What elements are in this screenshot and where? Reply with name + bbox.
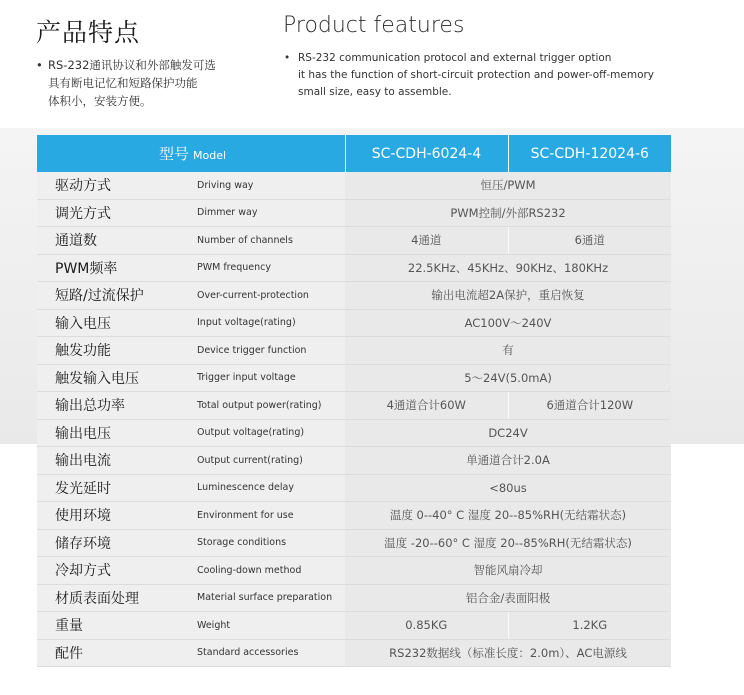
- spec-value: 0.85KG: [345, 612, 508, 640]
- spec-value: PWM控制/外部RS232: [345, 199, 671, 227]
- feature-cn-item: • RS-232通讯协议和外部触发可选: [36, 56, 216, 74]
- feature-cn-item: 体积小，安装方便。: [48, 94, 152, 108]
- spec-name-cn: 短路/过流保护: [37, 282, 194, 310]
- spec-table-body: [37, 172, 671, 667]
- spec-name-en: Standard accessories: [194, 639, 345, 667]
- spec-value: 22.5KHz、45KHz、90KHz、180KHz: [345, 254, 671, 282]
- spec-name-en: Environment for use: [194, 502, 345, 530]
- table-row: [37, 172, 671, 199]
- table-row: [37, 337, 671, 365]
- table-row: [37, 502, 671, 530]
- spec-value: 1.2KG: [508, 612, 671, 640]
- spec-name-en: Output current(rating): [194, 447, 345, 475]
- spec-name-cn: 通道数: [37, 227, 194, 255]
- table-row: [37, 639, 671, 667]
- spec-name-en: Number of channels: [194, 227, 345, 255]
- table-row: [37, 364, 671, 392]
- table-row: [37, 447, 671, 475]
- table-row: [37, 254, 671, 282]
- table-row: [37, 309, 671, 337]
- spec-value: 恒压/PWM: [345, 172, 671, 199]
- spec-table: [37, 135, 671, 667]
- spec-value: 温度 -20--60° C 湿度 20--85%RH(无结霜状态): [345, 529, 671, 557]
- model-label-cell: [37, 135, 345, 172]
- spec-value: 单通道合计2.0A: [345, 447, 671, 475]
- spec-name-cn: 触发功能: [37, 337, 194, 365]
- model-name-2: SC-CDH-12024-6: [508, 135, 671, 172]
- spec-name-en: Device trigger function: [194, 337, 345, 365]
- spec-name-cn: 配件: [37, 639, 194, 667]
- spec-name-cn: PWM频率: [37, 254, 194, 282]
- spec-value: 5～24V(5.0mA): [345, 364, 671, 392]
- features-list-en: [283, 50, 654, 101]
- spec-name-cn: 输入电压: [37, 309, 194, 337]
- table-row: [37, 227, 671, 255]
- table-row: [37, 419, 671, 447]
- table-row: [37, 199, 671, 227]
- spec-name-cn: 输出电流: [37, 447, 194, 475]
- feature-cn-item: 具有断电记忆和短路保护功能: [48, 76, 198, 90]
- table-row: [37, 282, 671, 310]
- spec-value: 6通道合计120W: [508, 392, 671, 420]
- features-list-cn: [36, 56, 216, 110]
- table-row: [37, 529, 671, 557]
- spec-table-header: [37, 135, 671, 172]
- spec-name-en: Driving way: [194, 172, 345, 199]
- table-row: [37, 392, 671, 420]
- spec-value: AC100V～240V: [345, 309, 671, 337]
- spec-value: 4通道: [345, 227, 508, 255]
- table-row: [37, 474, 671, 502]
- table-row: [37, 557, 671, 585]
- spec-value: 有: [345, 337, 671, 365]
- spec-value: 智能风扇冷却: [345, 557, 671, 585]
- spec-name-cn: 材质表面处理: [37, 584, 194, 612]
- spec-name-cn: 重量: [37, 612, 194, 640]
- spec-value: RS232数据线（标准长度：2.0m）、AC电源线: [345, 639, 671, 667]
- feature-en-item: small size, easy to assemble.: [298, 86, 452, 98]
- spec-name-cn: 调光方式: [37, 199, 194, 227]
- spec-name-en: Weight: [194, 612, 345, 640]
- spec-name-en: PWM frequency: [194, 254, 345, 282]
- model-label-en: Model: [193, 149, 227, 162]
- spec-name-en: Over-current-protection: [194, 282, 345, 310]
- spec-name-cn: 储存环境: [37, 529, 194, 557]
- table-row: [37, 612, 671, 640]
- spec-name-en: Storage conditions: [194, 529, 345, 557]
- spec-value: DC24V: [345, 419, 671, 447]
- spec-name-cn: 使用环境: [37, 502, 194, 530]
- spec-name-cn: 冷却方式: [37, 557, 194, 585]
- table-row: [37, 584, 671, 612]
- model-label-cn: 型号: [159, 145, 190, 163]
- spec-name-en: Trigger input voltage: [194, 364, 345, 392]
- spec-value: 输出电流超2A保护，重启恢复: [345, 282, 671, 310]
- spec-value: 铝合金/表面阳极: [345, 584, 671, 612]
- spec-name-cn: 触发输入电压: [37, 364, 194, 392]
- spec-name-cn: 输出总功率: [37, 392, 194, 420]
- spec-name-en: Input voltage(rating): [194, 309, 345, 337]
- spec-name-en: Material surface preparation: [194, 584, 345, 612]
- spec-value: <80us: [345, 474, 671, 502]
- model-name-1: SC-CDH-6024-4: [345, 135, 508, 172]
- spec-name-en: Total output power(rating): [194, 392, 345, 420]
- spec-name-en: Dimmer way: [194, 199, 345, 227]
- page-title-cn: 产品特点: [36, 18, 141, 47]
- spec-name-cn: 驱动方式: [37, 172, 194, 199]
- spec-name-en: Output voltage(rating): [194, 419, 345, 447]
- spec-name-cn: 输出电压: [37, 419, 194, 447]
- spec-name-en: Luminescence delay: [194, 474, 345, 502]
- spec-value: 温度 0--40° C 湿度 20--85%RH(无结霜状态): [345, 502, 671, 530]
- spec-value: 4通道合计60W: [345, 392, 508, 420]
- spec-name-en: Cooling-down method: [194, 557, 345, 585]
- feature-en-item: it has the function of short-circuit protection and power-off-memory: [298, 69, 655, 81]
- page-title-en: Product features: [283, 13, 465, 38]
- feature-en-item: • RS-232 communication protocol and external trigger option: [283, 50, 654, 67]
- spec-name-cn: 发光延时: [37, 474, 194, 502]
- spec-value: 6通道: [508, 227, 671, 255]
